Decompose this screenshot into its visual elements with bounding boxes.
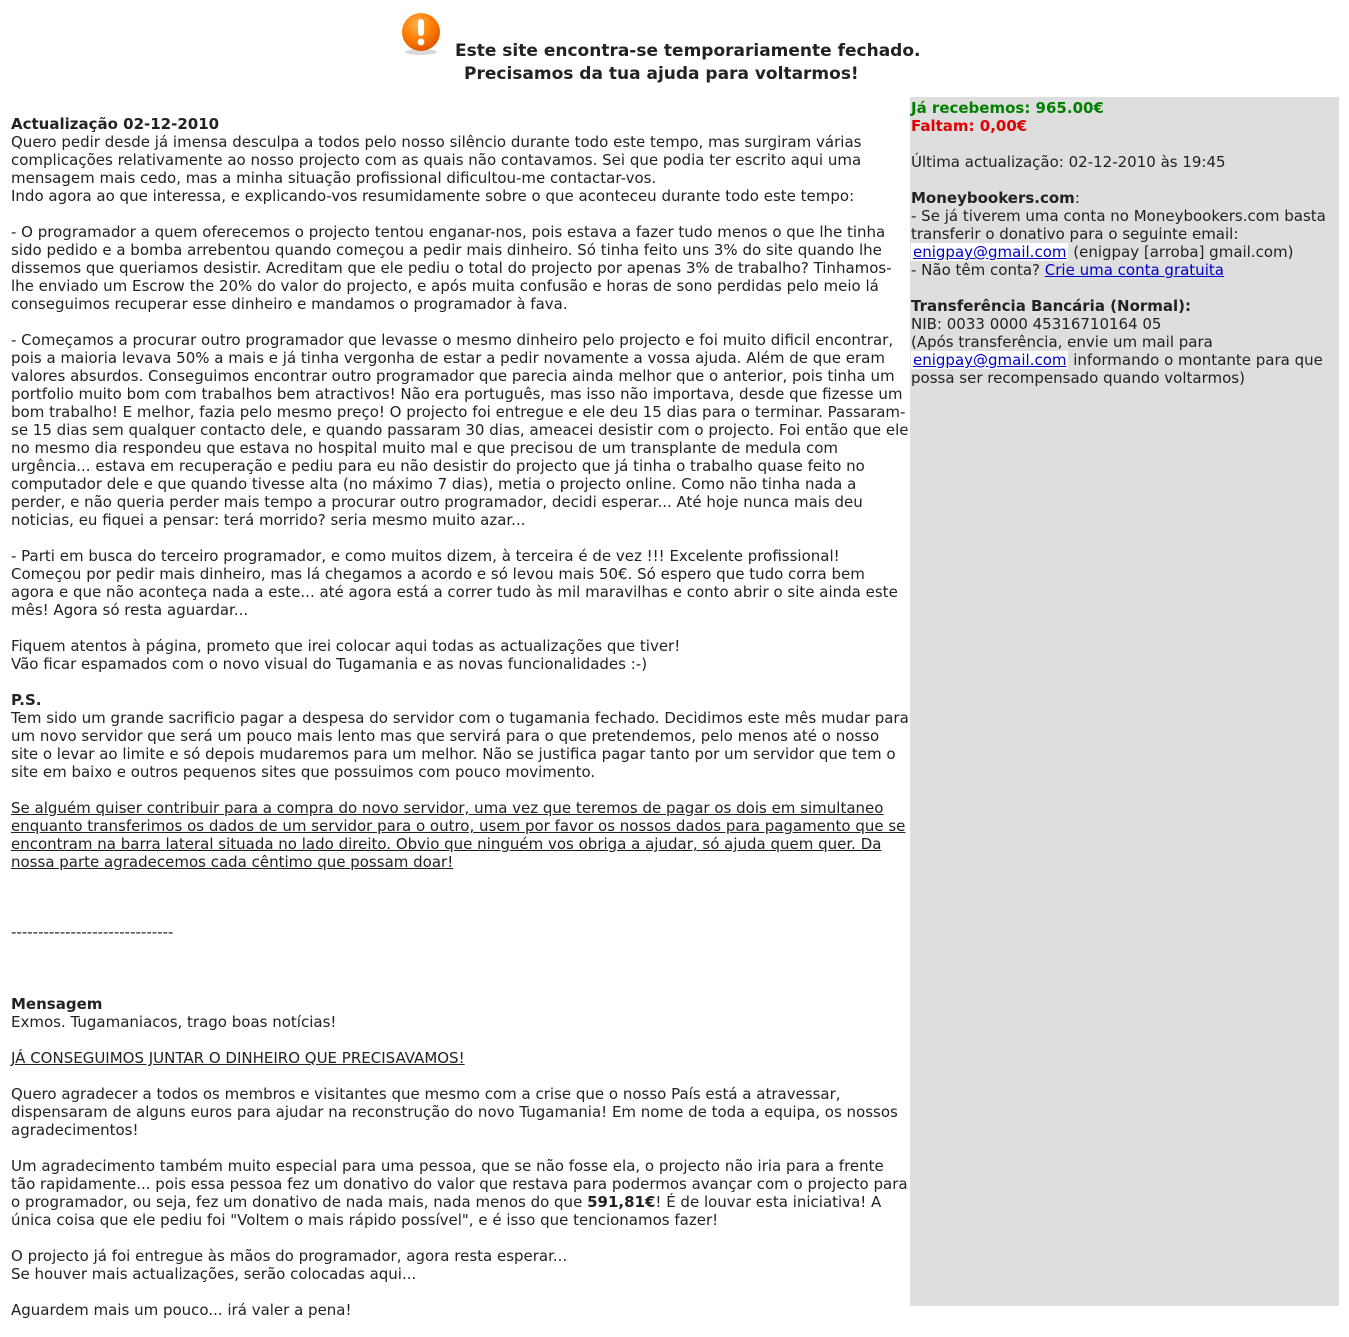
donation-sidebar bbox=[910, 97, 1339, 1306]
update-heading: Actualização 02-12-2010 bbox=[11, 115, 220, 133]
bank-transfer-title: Transferência Bancária (Normal): bbox=[911, 297, 1192, 315]
received-amount: Já recebemos: 965.00€ bbox=[911, 99, 1104, 117]
new-look-line: Vão ficar espamados com o novo visual do Tugamania e as novas funcionalidades :-) bbox=[11, 655, 648, 673]
moneybookers-email-line bbox=[911, 243, 1336, 261]
thanks-paragraph: Quero agradecer a todos os membros e visitantes que mesmo com a crise que o nosso País está a atravessar, dispensaram de alguns euros para ajudar na reconstrução do novo Tugamania! Em nome de toda a equipa, os nossos agradecimentos! bbox=[11, 1085, 898, 1139]
moneybookers-email-link[interactable]: enigpay@gmail.com bbox=[913, 243, 1067, 261]
stay-tuned-line: Fiquem atentos à página, prometo que irei colocar aqui todas as actualizações que tiver! bbox=[11, 637, 681, 655]
message-greeting: Exmos. Tugamaniacos, trago boas notícias! bbox=[11, 1013, 337, 1031]
intro-paragraph: Quero pedir desde já imensa desculpa a todos pelo nosso silêncio durante todo este tempo, mas surgiram várias complicações relativamente ao nosso projecto com as quais não contavamos. Sei que podia ter escrito aqui uma mensagem mais cedo, mas a minha situação profissional dificultou-me contactar-vos. bbox=[11, 133, 862, 187]
project-delivered-line: O projecto já foi entregue às mãos do programador, agora resta esperar... bbox=[11, 1247, 568, 1265]
third-programmer-paragraph: - Parti em busca do terceiro programador, e como muitos dizem, à terceira é de vez !!! Excelente profissional! Começou por pedir mais dinheiro, mas lá chegamos a acordo e só levou mais 50€. Só espero que tudo corra bem agora e que não aconteça nada a este... até agora está a correr tudo às mil maravilhas e conto abrir o site ainda este mês! Agora só resta aguardar... bbox=[11, 547, 898, 619]
goal-reached-text: JÁ CONSEGUIMOS JUNTAR O DINHEIRO QUE PRECISAVAMOS! bbox=[11, 1049, 465, 1067]
missing-amount: Faltam: 0,00€ bbox=[911, 117, 1028, 135]
special-thanks-text-end: ! É de louvar esta iniciativa! A única coisa que ele pediu foi "Voltem o mais rápido possível", e é isso que tencionamos fazer! bbox=[11, 1193, 882, 1229]
banner-line-1: Este site encontra-se temporariamente fechado. bbox=[455, 41, 921, 61]
moneybookers-instructions: - Se já tiverem uma conta no Moneybookers.com basta transferir o donativo para o seguinte email: bbox=[911, 207, 1326, 243]
ps-heading: P.S. bbox=[11, 691, 42, 709]
bank-nib: NIB: 0033 0000 45316710164 05 bbox=[911, 315, 1162, 333]
moneybookers-title: Moneybookers.com: bbox=[911, 189, 1080, 207]
second-programmer-paragraph: - Começamos a procurar outro programador que levasse o mesmo dinheiro pelo projecto e foi muito dificil encontrar, pois a maioria levava 50% a mais e já tinha vergonha de estar a pedir novamente a vossa ajuda. Além de que eram valores absurdos. Conseguimos encontrar outro programador que parecia ainda melhor que o anterior, pois tinha um portfolio muito bom com trabalhos bem atractivos! Não era português, mas isso não importava, desde que fizesse um bom trabalho! E melhor, fazia pelo mesmo preço! O projecto foi entregue e ele deu 15 dias para o terminar. Passaram-se 15 dias sem qualquer contacto dele, e quando passaram 30 dias, ameacei desistir com o projecto. Foi então que ele no mesmo dia respondeu que estava no hospital muito mal e que precisou de um transplante de medula com urgência... estava em recuperação e pediu para eu não desistir do projecto que já tinha o trabalho quase feito no computador dele e que quando tivesse alta (no máximo 7 dias), metia o projecto online. Como não tinha nada a perder, e não queria perder mais tempo a procurar outro programador, decidi esperar... Até hoje nunca mais deu noticias, eu fiquei a pensar: terá morrido? seria mesmo muito azar... bbox=[11, 331, 909, 529]
banner-line-2: Precisamos da tua ajuda para voltarmos! bbox=[464, 64, 859, 84]
warning-icon bbox=[399, 12, 443, 56]
bank-inform-text: informando o montante para que possa ser recompensado quando voltarmos) bbox=[911, 351, 1323, 387]
more-updates-line: Se houver mais actualizações, serão colocadas aqui... bbox=[11, 1265, 417, 1283]
create-account-link[interactable]: Crie uma conta gratuita bbox=[1044, 261, 1224, 279]
last-update: Última actualização: 02-12-2010 às 19:45 bbox=[911, 153, 1226, 171]
bank-email-line bbox=[911, 351, 1336, 387]
wait-line: Aguardem mais um pouco... irá valer a pena! bbox=[11, 1301, 352, 1319]
ps-paragraph: Tem sido um grande sacrificio pagar a despesa do servidor com o tugamania fechado. Decidimos este mês mudar para um novo servidor que será um pouco mais lento mas que servirá para o que pretendemos, pelo menos até o nosso site o levar ao limite e só depois mudaremos para um melhor. Não se justifica pagar tanto por um servidor que tem o site em baixo e outros pequenos sites que possuimos com pouco movimento. bbox=[11, 709, 909, 781]
banner-message bbox=[455, 40, 920, 86]
special-thanks-paragraph bbox=[11, 1157, 911, 1229]
first-programmer-paragraph: - O programador a quem oferecemos o projecto tentou enganar-nos, pois estava a fazer tudo menos o que lhe tinha sido pedido e a bomba arrebentou quando começou a pedir mais dinheiro. Só tinha feito uns 3% do site quando lhe dissemos que queriamos desistir. Acreditam que ele pediu o total do projecto por apenas 3% de trabalho? Tinhamos-lhe enviado um Escrow the 20% do valor do projecto, e após muita confusão e horas de sono perdidas pelo meio lá conseguimos recuperar esse dinheiro e mandamos o programador à fava. bbox=[11, 223, 892, 313]
bank-after-transfer: (Após transferência, envie um mail para bbox=[911, 333, 1213, 351]
intro-paragraph-2: Indo agora ao que interessa, e explicando-vos resumidamente sobre o que aconteceu durante todo este tempo: bbox=[11, 187, 855, 205]
bank-email-link[interactable]: enigpay@gmail.com bbox=[913, 351, 1067, 369]
moneybookers-name: Moneybookers.com bbox=[911, 189, 1075, 207]
closed-banner bbox=[0, 0, 1349, 92]
separator: ------------------------------ bbox=[11, 923, 174, 941]
special-thanks-text: Um agradecimento também muito especial para uma pessoa, que se não fosse ela, o projecto não iria para a frente tão rapidamente... pois essa pessoa fez um donativo do valor que restava para podermos avançar com o projecto para o programador, ou seja, fez um donativo de nada mais, nada menos do que bbox=[11, 1157, 908, 1211]
no-account-line: - Não têm conta? Crie uma conta gratuita bbox=[911, 261, 1224, 279]
message-heading: Mensagem bbox=[11, 995, 103, 1013]
donation-amount: 591,81€ bbox=[587, 1193, 656, 1211]
moneybookers-email-alt: (enigpay [arroba] gmail.com) bbox=[1068, 243, 1294, 261]
main-content bbox=[11, 115, 911, 1337]
donation-appeal: Se alguém quiser contribuir para a compra do novo servidor, uma vez que teremos de pagar os dois em simultaneo enquanto transferimos os dados de um servidor para o outro, usem por favor os nossos dados para pagamento que se encontram na barra lateral situada no lado direito. Obvio que ninguém vos obriga a ajudar, só ajuda quem quer. Da nossa parte agradecemos cada cêntimo que possam doar! bbox=[11, 799, 906, 871]
